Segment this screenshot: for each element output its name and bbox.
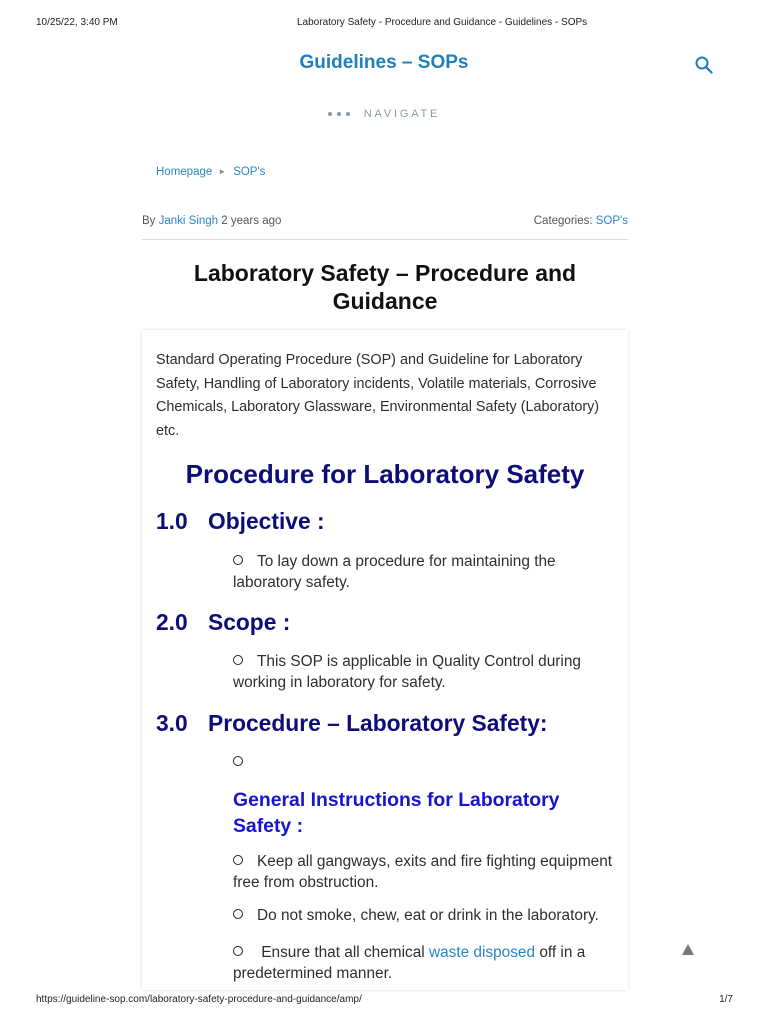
post-meta-categories: [534, 213, 628, 229]
breadcrumb-sops[interactable]: SOP's: [233, 166, 266, 178]
article-content-card: [142, 330, 628, 990]
dot: [346, 112, 350, 116]
search-button[interactable]: [694, 55, 714, 75]
category-link[interactable]: SOP's: [595, 215, 628, 227]
dot: [328, 112, 332, 116]
section-number: 1.0: [156, 508, 188, 534]
dots-icon: [328, 112, 350, 116]
site-title-link[interactable]: Guidelines – SOPs: [299, 52, 469, 73]
breadcrumb: [156, 164, 265, 180]
section-heading-scope: [156, 608, 290, 636]
section-title: Procedure – Laboratory Safety:: [208, 710, 548, 736]
section-number: 3.0: [156, 710, 188, 736]
list-item-text-after: off in a predetermined manner.: [233, 944, 586, 982]
general-instructions-heading: General Instructions for Laboratory Safety :: [233, 789, 560, 837]
procedure-heading: Procedure for Laboratory Safety: [185, 459, 585, 489]
navigate-label: NAVIGATE: [363, 108, 441, 120]
list-item: Do not smoke, chew, eat or drink in the laboratory.: [233, 906, 617, 927]
article-title: Laboratory Safety – Procedure and Guidance: [193, 260, 577, 314]
section-heading-procedure: [156, 709, 548, 737]
categories-label: Categories:: [533, 215, 593, 227]
author-link[interactable]: Janki Singh: [158, 215, 219, 227]
print-page-number: 1/7: [719, 994, 733, 1005]
list-item-empty: [233, 753, 617, 774]
by-label: By: [142, 215, 156, 227]
list-item: [233, 943, 617, 984]
list-item: Keep all gangways, exits and fire fighting equipment free from obstruction.: [233, 852, 617, 893]
section-title: Objective :: [208, 508, 325, 534]
waste-disposed-link[interactable]: waste disposed: [428, 944, 536, 961]
breadcrumb-separator-icon: ►: [218, 167, 227, 176]
section-number: 2.0: [156, 609, 188, 635]
navigate-toggle[interactable]: [0, 106, 768, 122]
list-item: To lay down a procedure for maintaining the laboratory safety.: [233, 552, 617, 593]
list-item-text-before: Ensure that all chemical: [261, 944, 425, 961]
dot: [337, 112, 341, 116]
scroll-to-top-icon: [682, 944, 694, 955]
list-item: This SOP is applicable in Quality Control during working in laboratory for safety.: [233, 652, 617, 693]
search-icon: [694, 55, 714, 75]
divider: [142, 239, 628, 240]
print-page-url: https://guideline-sop.com/laboratory-safety-procedure-and-guidance/amp/: [36, 994, 362, 1005]
breadcrumb-homepage[interactable]: Homepage: [156, 166, 213, 178]
post-age: 2 years ago: [221, 215, 282, 227]
scroll-to-top-button[interactable]: [680, 941, 696, 957]
post-meta-author: [142, 213, 281, 229]
section-heading-objective: [156, 507, 325, 535]
section-title: Scope :: [208, 609, 291, 635]
print-datetime: 10/25/22, 3:40 PM: [36, 17, 118, 28]
article-intro: Standard Operating Procedure (SOP) and Guideline for Laboratory Safety, Handling of Laboratory incidents, Volatile materials, Corrosive Chemicals, Laboratory Glassware, Environmental Safety (Laboratory) etc.: [156, 352, 600, 439]
site-header: [0, 52, 768, 74]
print-document-title: Laboratory Safety - Procedure and Guidance - Guidelines - SOPs: [297, 17, 588, 28]
